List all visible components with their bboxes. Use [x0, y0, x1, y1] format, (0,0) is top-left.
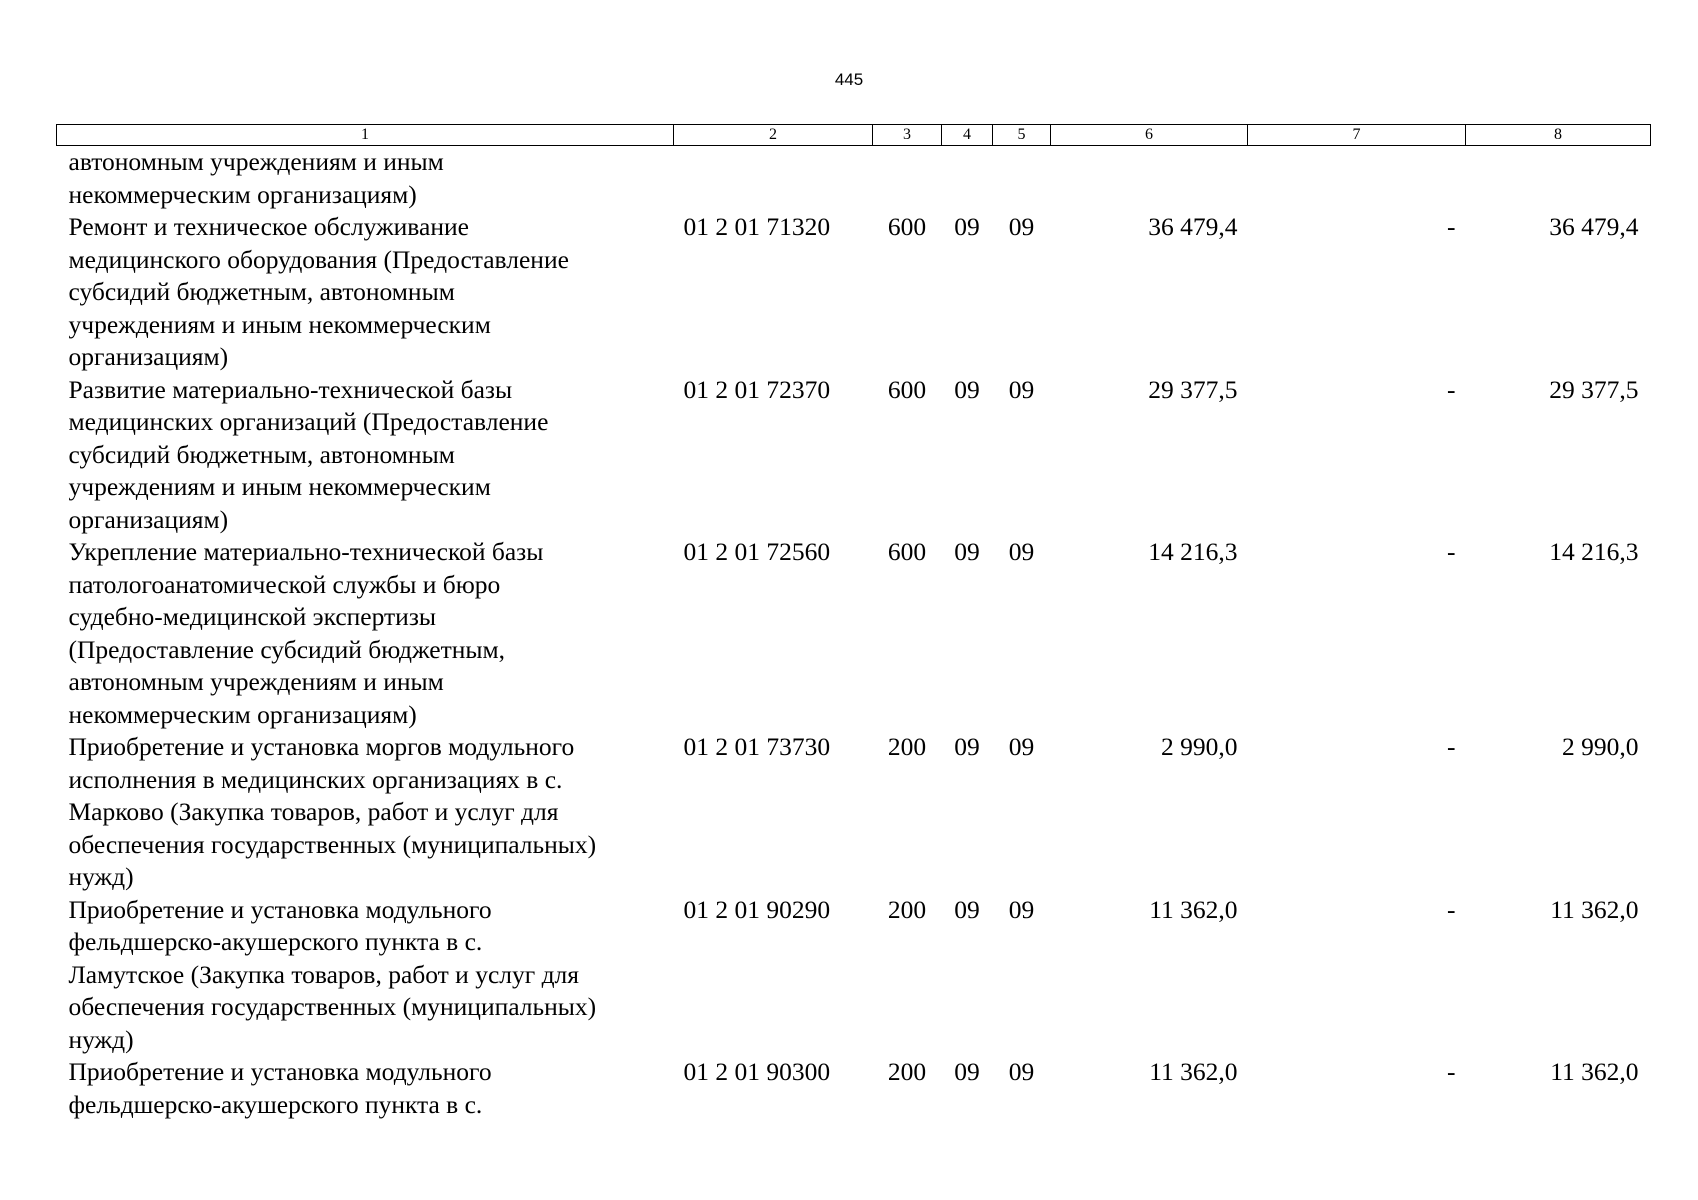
table-row	[57, 1056, 1651, 1121]
section-cell: 09	[954, 374, 980, 404]
name-line: некоммерческим организациям)	[68, 699, 417, 729]
subsection-cell: 09	[1008, 537, 1035, 566]
name-line: учреждениям и иным некоммерческим	[68, 472, 491, 501]
subsection-cell: 09	[1008, 212, 1035, 241]
column-header-7: 7	[1248, 125, 1466, 146]
change-cell: -	[1447, 1057, 1456, 1086]
name-line: фельдшерско-акушерского пункта в с.	[68, 927, 483, 956]
expense-name-cell	[57, 894, 674, 1057]
table-row	[57, 374, 1651, 537]
name-line: Ламутское (Закупка товаров, работ и услуг для	[68, 959, 579, 989]
page-number: 445	[834, 70, 864, 89]
expense-name-cell	[57, 1056, 674, 1121]
name-line: патологоанатомической службы и бюро	[68, 569, 501, 599]
subsection-cell: 09	[1008, 732, 1035, 761]
name-line: Приобретение и установка модульного	[68, 894, 492, 924]
name-line: медицинского оборудования (Предоставление	[68, 244, 569, 274]
table-row	[57, 536, 1651, 731]
amount-cell: 14 216,3	[1148, 537, 1238, 566]
change-cell: -	[1447, 894, 1456, 924]
name-line: исполнения в медицинских организациях в с.	[68, 764, 563, 794]
amount-cell: 11 362,0	[1149, 894, 1238, 924]
column-header-2: 2	[674, 125, 873, 146]
amount-cell: 2 990,0	[1161, 732, 1238, 761]
total-cell: 36 479,4	[1549, 212, 1639, 241]
expense-type-cell: 600	[887, 212, 927, 241]
expense-name-cell	[57, 211, 674, 374]
name-line: судебно-медицинской экспертизы	[68, 602, 437, 631]
name-line: нужд)	[68, 1024, 134, 1054]
total-cell: 29 377,5	[1549, 374, 1639, 404]
name-line: Развитие материально-технической базы	[68, 374, 513, 404]
expense-type-cell: 600	[887, 374, 927, 404]
section-cell: 09	[954, 537, 980, 566]
continuation-name-cell	[57, 146, 674, 212]
expense-name-cell	[57, 374, 674, 537]
column-header-4: 4	[942, 125, 993, 146]
table-row	[57, 894, 1651, 1057]
budget-table	[56, 124, 1651, 1121]
total-cell: 11 362,0	[1550, 1057, 1639, 1086]
table-row	[57, 731, 1651, 894]
target-code-cell: 01 2 01 72560	[683, 537, 831, 566]
column-header-3: 3	[873, 125, 942, 146]
amount-cell: 36 479,4	[1148, 212, 1238, 241]
total-cell: 2 990,0	[1562, 732, 1639, 761]
name-line: организациям)	[68, 504, 229, 534]
expense-type-cell: 200	[887, 732, 927, 761]
name-line: обеспечения государственных (муниципальных)	[68, 829, 597, 859]
name-line: организациям)	[68, 342, 229, 371]
column-header-1: 1	[57, 125, 674, 146]
continuation-line: некоммерческим организациям)	[68, 179, 417, 209]
column-header-5: 5	[993, 125, 1051, 146]
column-number-header-row	[57, 125, 1651, 146]
expense-name-cell	[57, 731, 674, 894]
subsection-cell: 09	[1008, 894, 1035, 924]
name-line: Приобретение и установка модульного	[68, 1057, 492, 1086]
expense-name-cell	[57, 536, 674, 731]
name-line: Марково (Закупка товаров, работ и услуг для	[68, 797, 559, 826]
name-line: субсидий бюджетным, автономным	[68, 277, 455, 306]
total-cell: 11 362,0	[1550, 894, 1639, 924]
change-cell: -	[1447, 732, 1456, 761]
expense-type-cell: 200	[887, 894, 927, 924]
amount-cell: 29 377,5	[1148, 374, 1238, 404]
table-row	[57, 211, 1651, 374]
subsection-cell: 09	[1008, 374, 1035, 404]
expense-type-cell: 200	[887, 1057, 927, 1086]
name-line: автономным учреждениям и иным	[68, 667, 444, 696]
section-cell: 09	[954, 1057, 980, 1086]
target-code-cell: 01 2 01 90290	[683, 894, 831, 924]
name-line: учреждениям и иным некоммерческим	[68, 309, 491, 339]
name-line: фельдшерско-акушерского пункта в с.	[68, 1089, 483, 1119]
name-line: нужд)	[68, 862, 134, 891]
continuation-row	[57, 146, 1651, 212]
continuation-line: автономным учреждениям и иным	[68, 147, 444, 176]
section-cell: 09	[954, 212, 980, 241]
name-line: Приобретение и установка моргов модульного	[68, 732, 575, 761]
section-cell: 09	[954, 732, 980, 761]
name-line: (Предоставление субсидий бюджетным,	[68, 634, 506, 664]
target-code-cell: 01 2 01 72370	[683, 374, 831, 404]
expense-type-cell: 600	[887, 537, 927, 566]
amount-cell: 11 362,0	[1149, 1057, 1238, 1086]
column-header-6: 6	[1051, 125, 1248, 146]
section-cell: 09	[954, 894, 980, 924]
subsection-cell: 09	[1008, 1057, 1035, 1086]
target-code-cell: 01 2 01 71320	[683, 212, 831, 241]
change-cell: -	[1447, 374, 1456, 404]
name-line: обеспечения государственных (муниципальных)	[68, 992, 597, 1021]
total-cell: 14 216,3	[1549, 537, 1639, 566]
name-line: Ремонт и техническое обслуживание	[68, 212, 469, 241]
name-line: медицинских организаций (Предоставление	[68, 407, 549, 436]
change-cell: -	[1447, 537, 1456, 566]
name-line: Укрепление материально-технической базы	[68, 537, 544, 566]
column-header-8: 8	[1466, 125, 1651, 146]
name-line: субсидий бюджетным, автономным	[68, 439, 455, 469]
target-code-cell: 01 2 01 90300	[683, 1057, 831, 1086]
change-cell: -	[1447, 212, 1456, 241]
target-code-cell: 01 2 01 73730	[683, 732, 831, 761]
